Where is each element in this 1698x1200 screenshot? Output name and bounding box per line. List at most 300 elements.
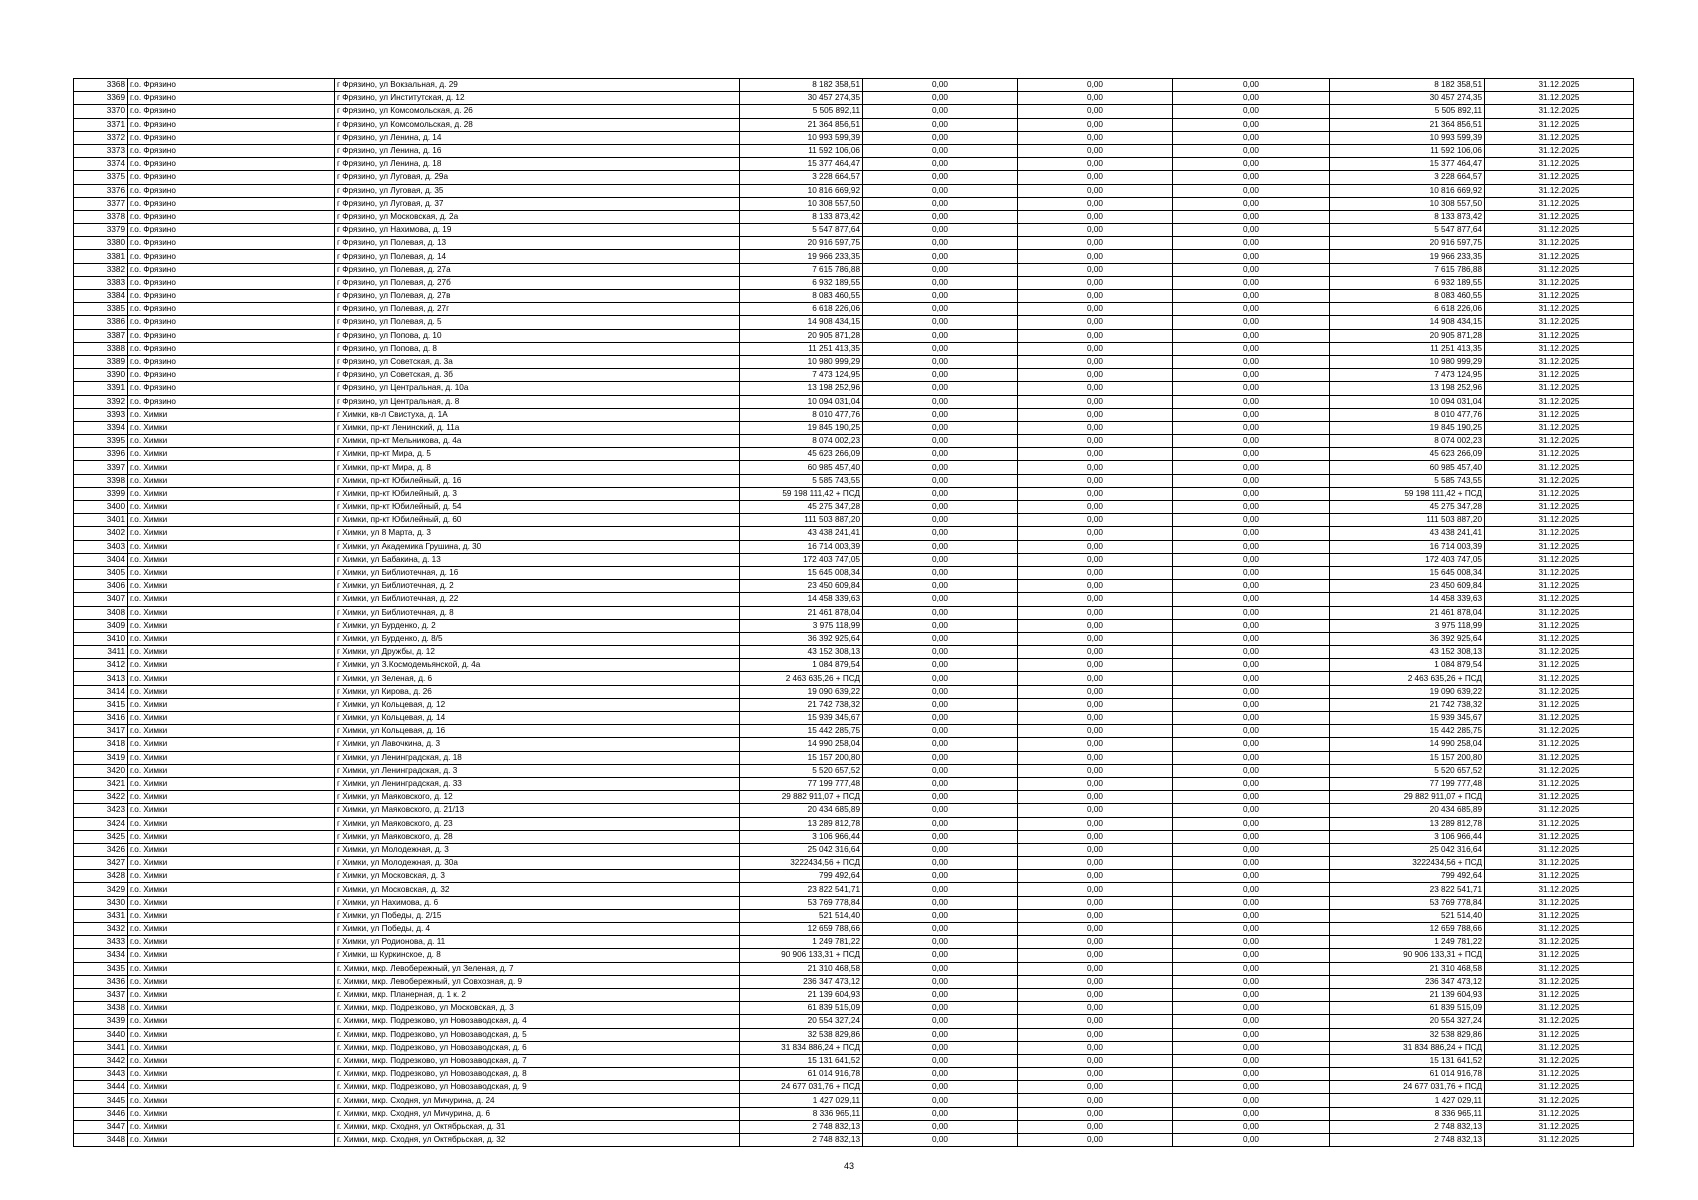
table-row (74, 896, 1634, 909)
total-cell: 7 473 124,95 (1330, 369, 1485, 382)
table-row (74, 263, 1634, 276)
total-cell: 8 182 358,51 (1330, 79, 1485, 92)
address-cell: г Химки, пр-кт Мельникова, д. 4а (335, 435, 740, 448)
total-cell: 10 980 999,29 (1330, 355, 1485, 368)
address-cell: г Химки, ул Лавочкина, д. 3 (335, 738, 740, 751)
row-number-cell: 3391 (74, 382, 128, 395)
amount-2-cell: 0,00 (1018, 369, 1173, 382)
row-number-cell: 3385 (74, 303, 128, 316)
address-cell: г Химки, пр-кт Ленинский, д. 11а (335, 421, 740, 434)
row-number-cell: 3428 (74, 870, 128, 883)
cost-cell: 15 645 008,34 (740, 566, 863, 579)
amount-3-cell: 0,00 (1173, 1028, 1330, 1041)
municipality-cell: г.о. Химки (128, 646, 335, 659)
amount-1-cell: 0,00 (863, 342, 1018, 355)
row-number-cell: 3370 (74, 105, 128, 118)
cost-cell: 77 199 777,48 (740, 777, 863, 790)
cost-cell: 14 458 339,63 (740, 593, 863, 606)
row-number-cell: 3378 (74, 210, 128, 223)
table-row (74, 949, 1634, 962)
address-cell: г. Химки, мкр. Сходня, ул Мичурина, д. 24 (335, 1094, 740, 1107)
total-cell: 29 882 911,07 + ПСД (1330, 791, 1485, 804)
deadline-cell: 31.12.2025 (1485, 395, 1634, 408)
deadline-cell: 31.12.2025 (1485, 593, 1634, 606)
amount-2-cell: 0,00 (1018, 725, 1173, 738)
municipality-cell: г.о. Химки (128, 593, 335, 606)
deadline-cell: 31.12.2025 (1485, 830, 1634, 843)
municipality-cell: г.о. Химки (128, 712, 335, 725)
cost-cell: 21 461 878,04 (740, 606, 863, 619)
municipality-cell: г.о. Химки (128, 580, 335, 593)
total-cell: 20 434 685,89 (1330, 804, 1485, 817)
total-cell: 5 520 657,52 (1330, 764, 1485, 777)
address-cell: г Химки, ул Ленинградская, д. 3 (335, 764, 740, 777)
deadline-cell: 31.12.2025 (1485, 276, 1634, 289)
cost-cell: 15 442 285,75 (740, 725, 863, 738)
deadline-cell: 31.12.2025 (1485, 1002, 1634, 1015)
total-cell: 5 547 877,64 (1330, 224, 1485, 237)
total-cell: 61 014 916,78 (1330, 1068, 1485, 1081)
cost-cell: 59 198 111,42 + ПСД (740, 487, 863, 500)
address-cell: г Химки, ул Зеленая, д. 6 (335, 672, 740, 685)
cost-cell: 10 816 669,92 (740, 184, 863, 197)
amount-1-cell: 0,00 (863, 619, 1018, 632)
municipality-cell: г.о. Фрязино (128, 290, 335, 303)
table-row (74, 92, 1634, 105)
total-cell: 799 492,64 (1330, 870, 1485, 883)
cost-cell: 20 554 327,24 (740, 1015, 863, 1028)
deadline-cell: 31.12.2025 (1485, 290, 1634, 303)
amount-1-cell: 0,00 (863, 210, 1018, 223)
row-number-cell: 3374 (74, 158, 128, 171)
cost-cell: 15 377 464,47 (740, 158, 863, 171)
deadline-cell: 31.12.2025 (1485, 685, 1634, 698)
address-cell: г Фрязино, ул Попова, д. 8 (335, 342, 740, 355)
amount-3-cell: 0,00 (1173, 1041, 1330, 1054)
amount-3-cell: 0,00 (1173, 685, 1330, 698)
table-row (74, 276, 1634, 289)
total-cell: 3 975 118,99 (1330, 619, 1485, 632)
address-cell: г Фрязино, ул Полевая, д. 27б (335, 276, 740, 289)
address-cell: г Фрязино, ул Комсомольская, д. 28 (335, 118, 740, 131)
municipality-cell: г.о. Химки (128, 461, 335, 474)
municipality-cell: г.о. Химки (128, 487, 335, 500)
amount-1-cell: 0,00 (863, 224, 1018, 237)
row-number-cell: 3441 (74, 1041, 128, 1054)
deadline-cell: 31.12.2025 (1485, 698, 1634, 711)
municipality-cell: г.о. Фрязино (128, 303, 335, 316)
municipality-cell: г.о. Химки (128, 448, 335, 461)
table-row (74, 355, 1634, 368)
deadline-cell: 31.12.2025 (1485, 421, 1634, 434)
amount-2-cell: 0,00 (1018, 408, 1173, 421)
address-cell: г Химки, ул 8 Марта, д. 3 (335, 527, 740, 540)
amount-1-cell: 0,00 (863, 988, 1018, 1001)
amount-1-cell: 0,00 (863, 896, 1018, 909)
table-row (74, 975, 1634, 988)
cost-cell: 3 228 664,57 (740, 171, 863, 184)
municipality-cell: г.о. Химки (128, 909, 335, 922)
deadline-cell: 31.12.2025 (1485, 329, 1634, 342)
address-cell: г Химки, ул Победы, д. 4 (335, 923, 740, 936)
table-row (74, 606, 1634, 619)
table-row (74, 1054, 1634, 1067)
total-cell: 61 839 515,09 (1330, 1002, 1485, 1015)
amount-2-cell: 0,00 (1018, 632, 1173, 645)
amount-3-cell: 0,00 (1173, 92, 1330, 105)
municipality-cell: г.о. Химки (128, 1015, 335, 1028)
cost-cell: 5 547 877,64 (740, 224, 863, 237)
total-cell: 53 769 778,84 (1330, 896, 1485, 909)
total-cell: 60 985 457,40 (1330, 461, 1485, 474)
deadline-cell: 31.12.2025 (1485, 408, 1634, 421)
table-row (74, 105, 1634, 118)
address-cell: г Химки, ул Библиотечная, д. 16 (335, 566, 740, 579)
amount-2-cell: 0,00 (1018, 276, 1173, 289)
amount-1-cell: 0,00 (863, 1134, 1018, 1147)
table-row (74, 580, 1634, 593)
amount-1-cell: 0,00 (863, 606, 1018, 619)
amount-2-cell: 0,00 (1018, 738, 1173, 751)
amount-3-cell: 0,00 (1173, 804, 1330, 817)
amount-1-cell: 0,00 (863, 672, 1018, 685)
address-cell: г. Химки, мкр. Левобережный, ул Совхозная, д. 9 (335, 975, 740, 988)
amount-3-cell: 0,00 (1173, 1068, 1330, 1081)
cost-cell: 3 106 966,44 (740, 830, 863, 843)
table-row (74, 751, 1634, 764)
amount-2-cell: 0,00 (1018, 105, 1173, 118)
amount-2-cell: 0,00 (1018, 857, 1173, 870)
amount-1-cell: 0,00 (863, 777, 1018, 790)
cost-cell: 23 450 609,84 (740, 580, 863, 593)
amount-2-cell: 0,00 (1018, 843, 1173, 856)
row-number-cell: 3429 (74, 883, 128, 896)
total-cell: 13 198 252,96 (1330, 382, 1485, 395)
deadline-cell: 31.12.2025 (1485, 303, 1634, 316)
cost-cell: 43 152 308,13 (740, 646, 863, 659)
total-cell: 45 275 347,28 (1330, 501, 1485, 514)
municipality-cell: г.о. Фрязино (128, 250, 335, 263)
total-cell: 20 916 597,75 (1330, 237, 1485, 250)
municipality-cell: г.о. Фрязино (128, 158, 335, 171)
deadline-cell: 31.12.2025 (1485, 949, 1634, 962)
deadline-cell: 31.12.2025 (1485, 712, 1634, 725)
cost-cell: 7 473 124,95 (740, 369, 863, 382)
cost-cell: 8 010 477,76 (740, 408, 863, 421)
deadline-cell: 31.12.2025 (1485, 975, 1634, 988)
cost-cell: 21 139 604,93 (740, 988, 863, 1001)
amount-2-cell: 0,00 (1018, 883, 1173, 896)
amount-3-cell: 0,00 (1173, 184, 1330, 197)
table-row (74, 184, 1634, 197)
total-cell: 2 748 832,13 (1330, 1134, 1485, 1147)
amount-1-cell: 0,00 (863, 1002, 1018, 1015)
cost-cell: 6 618 226,06 (740, 303, 863, 316)
deadline-cell: 31.12.2025 (1485, 725, 1634, 738)
cost-cell: 21 364 856,51 (740, 118, 863, 131)
address-cell: г Химки, ул Кольцевая, д. 12 (335, 698, 740, 711)
cost-cell: 1 427 029,11 (740, 1094, 863, 1107)
amount-2-cell: 0,00 (1018, 712, 1173, 725)
amount-3-cell: 0,00 (1173, 751, 1330, 764)
municipality-cell: г.о. Химки (128, 474, 335, 487)
cost-cell: 20 434 685,89 (740, 804, 863, 817)
municipality-cell: г.о. Фрязино (128, 369, 335, 382)
municipality-cell: г.о. Химки (128, 619, 335, 632)
address-cell: г Химки, ул Родионова, д. 11 (335, 936, 740, 949)
total-cell: 2 748 832,13 (1330, 1120, 1485, 1133)
deadline-cell: 31.12.2025 (1485, 474, 1634, 487)
address-cell: г. Химки, мкр. Подрезково, ул Новозаводская, д. 4 (335, 1015, 740, 1028)
deadline-cell: 31.12.2025 (1485, 540, 1634, 553)
amount-3-cell: 0,00 (1173, 105, 1330, 118)
total-cell: 15 645 008,34 (1330, 566, 1485, 579)
table-row (74, 1015, 1634, 1028)
municipality-cell: г.о. Фрязино (128, 184, 335, 197)
table-row (74, 527, 1634, 540)
municipality-cell: г.о. Фрязино (128, 92, 335, 105)
amount-2-cell: 0,00 (1018, 1068, 1173, 1081)
table-row (74, 1041, 1634, 1054)
municipality-cell: г.о. Химки (128, 553, 335, 566)
row-number-cell: 3404 (74, 553, 128, 566)
address-cell: г Химки, ул Дружбы, д. 12 (335, 646, 740, 659)
row-number-cell: 3423 (74, 804, 128, 817)
total-cell: 15 377 464,47 (1330, 158, 1485, 171)
amount-1-cell: 0,00 (863, 369, 1018, 382)
table-row (74, 1107, 1634, 1120)
municipality-cell: г.о. Фрязино (128, 276, 335, 289)
amount-2-cell: 0,00 (1018, 791, 1173, 804)
amount-1-cell: 0,00 (863, 1015, 1018, 1028)
deadline-cell: 31.12.2025 (1485, 210, 1634, 223)
municipality-cell: г.о. Фрязино (128, 329, 335, 342)
table-row (74, 131, 1634, 144)
address-cell: г Фрязино, ул Ленина, д. 18 (335, 158, 740, 171)
amount-1-cell: 0,00 (863, 144, 1018, 157)
amount-2-cell: 0,00 (1018, 144, 1173, 157)
cost-cell: 19 845 190,25 (740, 421, 863, 434)
table-row (74, 369, 1634, 382)
address-cell: г Фрязино, ул Институтская, д. 12 (335, 92, 740, 105)
deadline-cell: 31.12.2025 (1485, 514, 1634, 527)
table-row (74, 923, 1634, 936)
amount-3-cell: 0,00 (1173, 342, 1330, 355)
cost-cell: 3 975 118,99 (740, 619, 863, 632)
amount-3-cell: 0,00 (1173, 514, 1330, 527)
municipality-cell: г.о. Химки (128, 830, 335, 843)
amount-3-cell: 0,00 (1173, 909, 1330, 922)
total-cell: 8 010 477,76 (1330, 408, 1485, 421)
amount-1-cell: 0,00 (863, 725, 1018, 738)
row-number-cell: 3400 (74, 501, 128, 514)
deadline-cell: 31.12.2025 (1485, 791, 1634, 804)
address-cell: г Фрязино, ул Вокзальная, д. 29 (335, 79, 740, 92)
municipality-cell: г.о. Химки (128, 1094, 335, 1107)
cost-cell: 43 438 241,41 (740, 527, 863, 540)
row-number-cell: 3382 (74, 263, 128, 276)
deadline-cell: 31.12.2025 (1485, 382, 1634, 395)
amount-2-cell: 0,00 (1018, 1081, 1173, 1094)
row-number-cell: 3410 (74, 632, 128, 645)
municipality-cell: г.о. Фрязино (128, 118, 335, 131)
amount-3-cell: 0,00 (1173, 843, 1330, 856)
address-cell: г Химки, ш Куркинское, д. 8 (335, 949, 740, 962)
table-row (74, 962, 1634, 975)
address-cell: г Фрязино, ул Ленина, д. 16 (335, 144, 740, 157)
amount-1-cell: 0,00 (863, 105, 1018, 118)
cost-cell: 10 308 557,50 (740, 197, 863, 210)
municipality-cell: г.о. Фрязино (128, 131, 335, 144)
amount-1-cell: 0,00 (863, 276, 1018, 289)
amount-3-cell: 0,00 (1173, 606, 1330, 619)
amount-1-cell: 0,00 (863, 685, 1018, 698)
amount-3-cell: 0,00 (1173, 118, 1330, 131)
cost-cell: 11 592 106,06 (740, 144, 863, 157)
cost-cell: 8 074 002,23 (740, 435, 863, 448)
row-number-cell: 3417 (74, 725, 128, 738)
amount-3-cell: 0,00 (1173, 988, 1330, 1001)
amount-1-cell: 0,00 (863, 764, 1018, 777)
amount-2-cell: 0,00 (1018, 817, 1173, 830)
amount-3-cell: 0,00 (1173, 303, 1330, 316)
row-number-cell: 3409 (74, 619, 128, 632)
deadline-cell: 31.12.2025 (1485, 619, 1634, 632)
amount-3-cell: 0,00 (1173, 540, 1330, 553)
amount-2-cell: 0,00 (1018, 171, 1173, 184)
amount-3-cell: 0,00 (1173, 210, 1330, 223)
amount-2-cell: 0,00 (1018, 92, 1173, 105)
total-cell: 21 139 604,93 (1330, 988, 1485, 1001)
municipality-cell: г.о. Фрязино (128, 105, 335, 118)
total-cell: 13 289 812,78 (1330, 817, 1485, 830)
row-number-cell: 3368 (74, 79, 128, 92)
table-row (74, 79, 1634, 92)
amount-1-cell: 0,00 (863, 923, 1018, 936)
municipality-cell: г.о. Химки (128, 1041, 335, 1054)
total-cell: 15 131 641,52 (1330, 1054, 1485, 1067)
row-number-cell: 3406 (74, 580, 128, 593)
cost-cell: 31 834 886,24 + ПСД (740, 1041, 863, 1054)
amount-3-cell: 0,00 (1173, 131, 1330, 144)
deadline-cell: 31.12.2025 (1485, 448, 1634, 461)
total-cell: 3222434,56 + ПСД (1330, 857, 1485, 870)
amount-2-cell: 0,00 (1018, 303, 1173, 316)
amount-1-cell: 0,00 (863, 408, 1018, 421)
address-cell: г. Химки, мкр. Подрезково, ул Московская, д. 3 (335, 1002, 740, 1015)
total-cell: 21 461 878,04 (1330, 606, 1485, 619)
municipality-cell: г.о. Химки (128, 1068, 335, 1081)
table-row (74, 461, 1634, 474)
municipality-cell: г.о. Химки (128, 764, 335, 777)
row-number-cell: 3435 (74, 962, 128, 975)
deadline-cell: 31.12.2025 (1485, 184, 1634, 197)
row-number-cell: 3407 (74, 593, 128, 606)
amount-1-cell: 0,00 (863, 1054, 1018, 1067)
amount-3-cell: 0,00 (1173, 936, 1330, 949)
amount-3-cell: 0,00 (1173, 435, 1330, 448)
deadline-cell: 31.12.2025 (1485, 553, 1634, 566)
amount-2-cell: 0,00 (1018, 1041, 1173, 1054)
row-number-cell: 3383 (74, 276, 128, 289)
amount-3-cell: 0,00 (1173, 566, 1330, 579)
row-number-cell: 3401 (74, 514, 128, 527)
address-cell: г Химки, ул Маяковского, д. 23 (335, 817, 740, 830)
municipality-cell: г.о. Химки (128, 777, 335, 790)
amount-1-cell: 0,00 (863, 804, 1018, 817)
cost-cell: 20 905 871,28 (740, 329, 863, 342)
amount-3-cell: 0,00 (1173, 276, 1330, 289)
deadline-cell: 31.12.2025 (1485, 936, 1634, 949)
amount-3-cell: 0,00 (1173, 580, 1330, 593)
table-row (74, 118, 1634, 131)
table-row (74, 870, 1634, 883)
amount-1-cell: 0,00 (863, 158, 1018, 171)
amount-1-cell: 0,00 (863, 79, 1018, 92)
row-number-cell: 3371 (74, 118, 128, 131)
total-cell: 7 615 786,88 (1330, 263, 1485, 276)
amount-3-cell: 0,00 (1173, 962, 1330, 975)
deadline-cell: 31.12.2025 (1485, 580, 1634, 593)
amount-1-cell: 0,00 (863, 237, 1018, 250)
municipality-cell: г.о. Химки (128, 857, 335, 870)
municipality-cell: г.о. Фрязино (128, 144, 335, 157)
deadline-cell: 31.12.2025 (1485, 237, 1634, 250)
amount-1-cell: 0,00 (863, 303, 1018, 316)
row-number-cell: 3396 (74, 448, 128, 461)
amount-2-cell: 0,00 (1018, 777, 1173, 790)
amount-1-cell: 0,00 (863, 263, 1018, 276)
municipality-cell: г.о. Химки (128, 566, 335, 579)
cost-cell: 21 310 468,58 (740, 962, 863, 975)
deadline-cell: 31.12.2025 (1485, 461, 1634, 474)
address-cell: г Фрязино, ул Ленина, д. 14 (335, 131, 740, 144)
address-cell: г Фрязино, ул Полевая, д. 13 (335, 237, 740, 250)
cost-cell: 32 538 829,86 (740, 1028, 863, 1041)
total-cell: 1 084 879,54 (1330, 659, 1485, 672)
amount-2-cell: 0,00 (1018, 896, 1173, 909)
municipality-cell: г.о. Химки (128, 659, 335, 672)
cost-cell: 6 932 189,55 (740, 276, 863, 289)
row-number-cell: 3446 (74, 1107, 128, 1120)
total-cell: 59 198 111,42 + ПСД (1330, 487, 1485, 500)
amount-3-cell: 0,00 (1173, 698, 1330, 711)
total-cell: 8 133 873,42 (1330, 210, 1485, 223)
deadline-cell: 31.12.2025 (1485, 1015, 1634, 1028)
row-number-cell: 3421 (74, 777, 128, 790)
amount-3-cell: 0,00 (1173, 883, 1330, 896)
total-cell: 19 090 639,22 (1330, 685, 1485, 698)
deadline-cell: 31.12.2025 (1485, 817, 1634, 830)
address-cell: г Химки, пр-кт Мира, д. 8 (335, 461, 740, 474)
table-row (74, 804, 1634, 817)
address-cell: г Химки, ул Московская, д. 32 (335, 883, 740, 896)
municipality-cell: г.о. Химки (128, 1107, 335, 1120)
amount-1-cell: 0,00 (863, 197, 1018, 210)
amount-1-cell: 0,00 (863, 290, 1018, 303)
municipality-cell: г.о. Химки (128, 923, 335, 936)
deadline-cell: 31.12.2025 (1485, 738, 1634, 751)
amount-3-cell: 0,00 (1173, 158, 1330, 171)
table-row (74, 329, 1634, 342)
amount-3-cell: 0,00 (1173, 250, 1330, 263)
deadline-cell: 31.12.2025 (1485, 883, 1634, 896)
cost-cell: 29 882 911,07 + ПСД (740, 791, 863, 804)
amount-3-cell: 0,00 (1173, 764, 1330, 777)
address-cell: г Фрязино, ул Центральная, д. 10а (335, 382, 740, 395)
row-number-cell: 3388 (74, 342, 128, 355)
address-cell: г. Химки, мкр. Сходня, ул Мичурина, д. 6 (335, 1107, 740, 1120)
